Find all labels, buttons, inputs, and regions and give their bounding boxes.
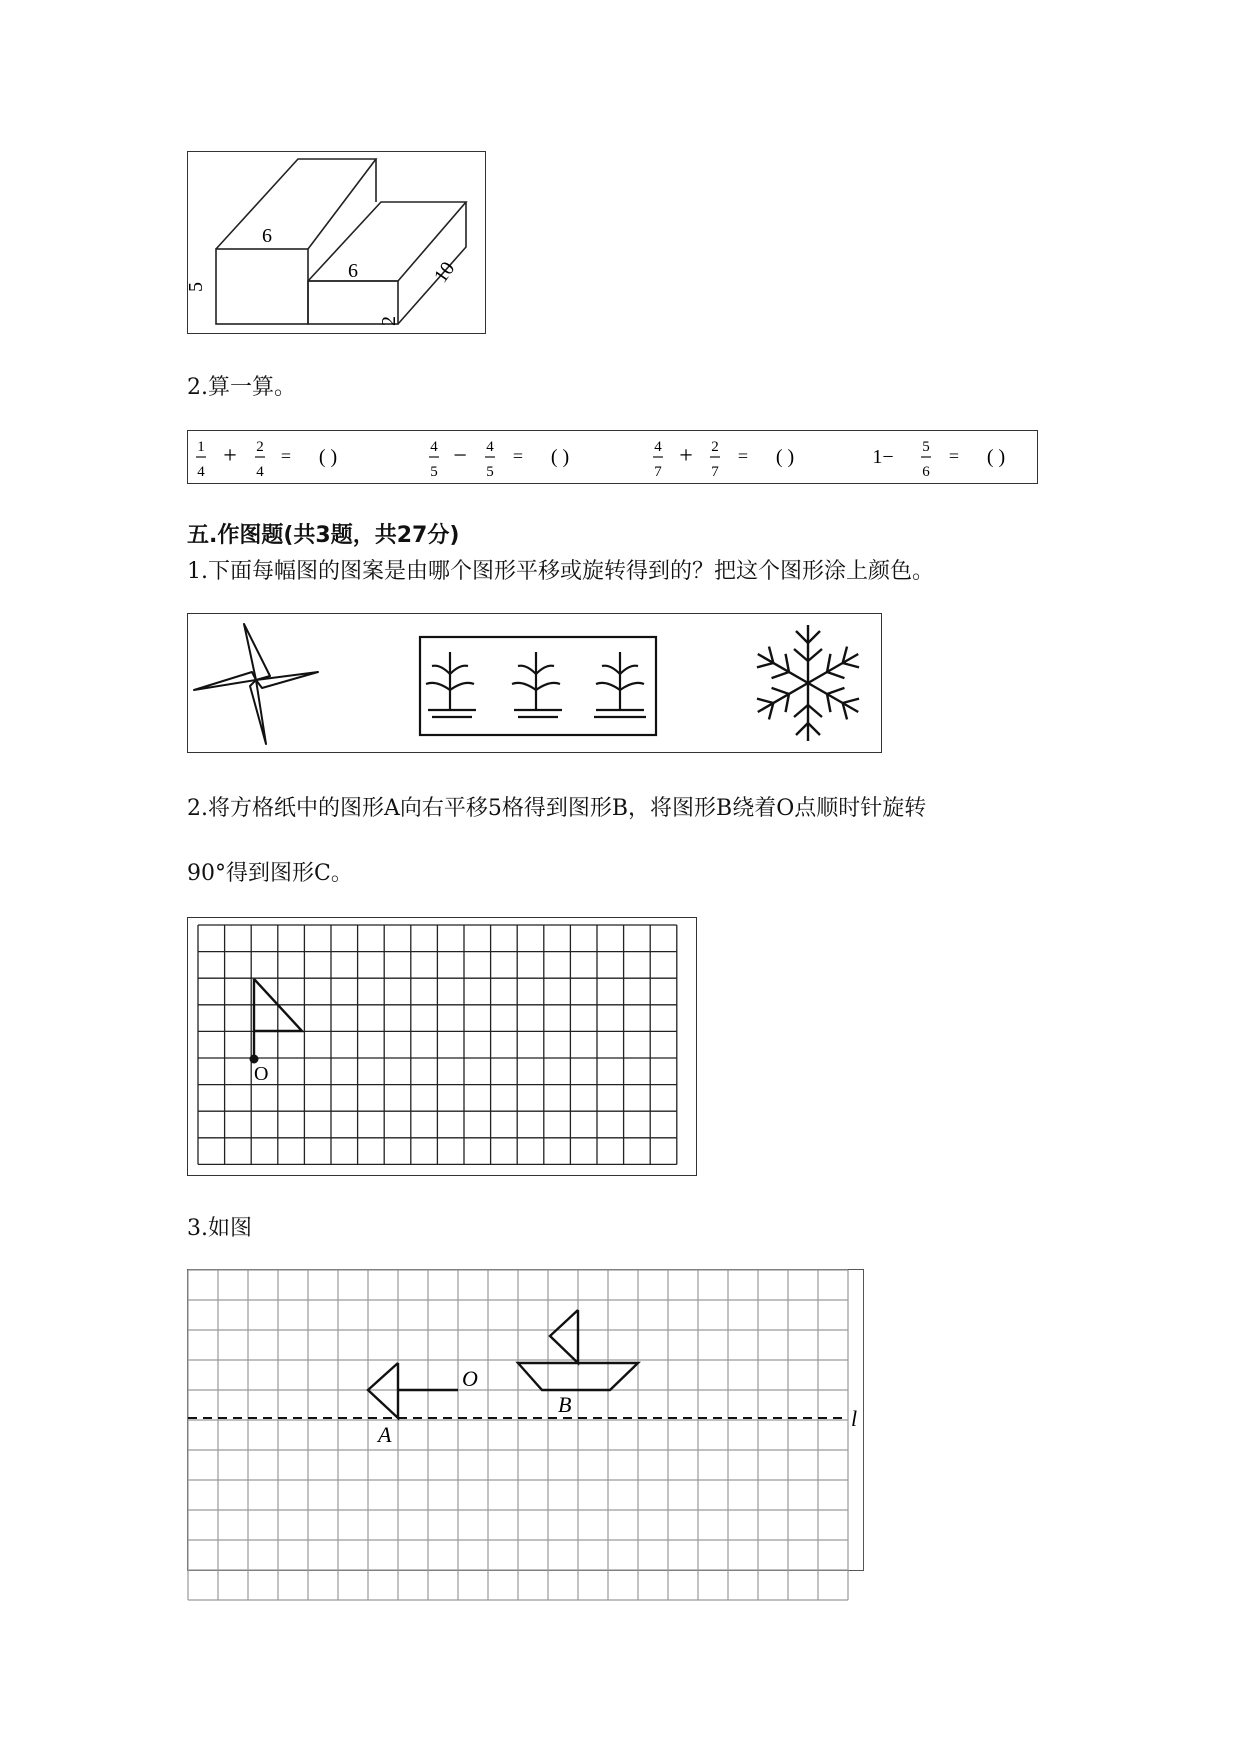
frac1-num-a: 1 — [197, 439, 205, 455]
s5-q1-text: 1.下面每幅图的图案是由哪个图形平移或旋转得到的？把这个图形涂上颜色。 — [187, 559, 934, 584]
grass-pattern-icon — [420, 637, 656, 735]
label-step-height: 2 — [378, 316, 400, 326]
frac3-answer-blank[interactable]: ( ) — [775, 446, 795, 468]
frac2-answer-blank[interactable]: ( ) — [550, 446, 570, 468]
s5-q2-line1: 2.将方格纸中的图形A向右平移5格得到图形B，将图形B绕着O点顺时针旋转 — [187, 796, 927, 821]
rotation-grid-drawing — [188, 918, 696, 1175]
fraction-strip — [187, 430, 1038, 484]
label-step-front: 6 — [348, 260, 358, 282]
frac2-num-b: 4 — [486, 439, 494, 455]
frac3-eq: = — [737, 446, 749, 466]
reflection-grid-drawing — [188, 1270, 862, 1570]
frac1-num-b: 2 — [256, 439, 264, 455]
frac4-eq: = — [948, 446, 960, 466]
s5-q3-text: 3.如图 — [187, 1216, 252, 1241]
frac1-eq: = — [280, 446, 292, 466]
section-heading: 五.作图题(共3题，共27分) — [187, 523, 460, 548]
frac3-den-b: 7 — [711, 464, 719, 480]
point-o-label: O — [254, 1063, 269, 1085]
label-l: l — [851, 1406, 858, 1431]
label-o: O — [462, 1366, 478, 1391]
frac2-op: − — [453, 443, 467, 469]
frac4-answer-blank[interactable]: ( ) — [986, 446, 1006, 468]
pattern-strip — [187, 613, 882, 753]
frac4-num-b: 5 — [922, 439, 930, 455]
frac3-num-b: 2 — [711, 439, 719, 455]
pinwheel-icon — [194, 624, 318, 744]
frac1-op: + — [223, 443, 237, 469]
label-a: A — [378, 1422, 392, 1447]
label-depth: 10 — [429, 257, 460, 287]
cuboid-figure — [187, 151, 486, 334]
label-left-height: 5 — [185, 282, 207, 292]
frac2-den-a: 5 — [430, 464, 438, 480]
s5-q2-line2: 90°得到图形C。 — [187, 861, 353, 886]
fraction-strip-drawing — [188, 431, 1037, 483]
frac2-eq: = — [512, 446, 524, 466]
frac1-answer-blank[interactable]: ( ) — [318, 446, 338, 468]
frac3-den-a: 7 — [654, 464, 662, 480]
label-top-front: 6 — [262, 225, 272, 247]
frac4-whole: 1− — [872, 446, 894, 468]
reflection-grid — [187, 1269, 864, 1571]
frac1-den-b: 4 — [256, 464, 264, 480]
frac3-num-a: 4 — [654, 439, 662, 455]
frac1-den-a: 4 — [197, 464, 205, 480]
q2-title: 2.算一算。 — [187, 375, 296, 400]
snowflake-icon — [751, 625, 865, 741]
label-b: B — [558, 1392, 572, 1417]
frac2-den-b: 5 — [486, 464, 494, 480]
frac4-den-b: 6 — [922, 464, 930, 480]
frac3-op: + — [679, 443, 693, 469]
cuboid-drawing — [185, 152, 485, 333]
pattern-strip-drawing — [188, 614, 881, 752]
rotation-grid — [187, 917, 697, 1176]
frac2-num-a: 4 — [430, 439, 438, 455]
